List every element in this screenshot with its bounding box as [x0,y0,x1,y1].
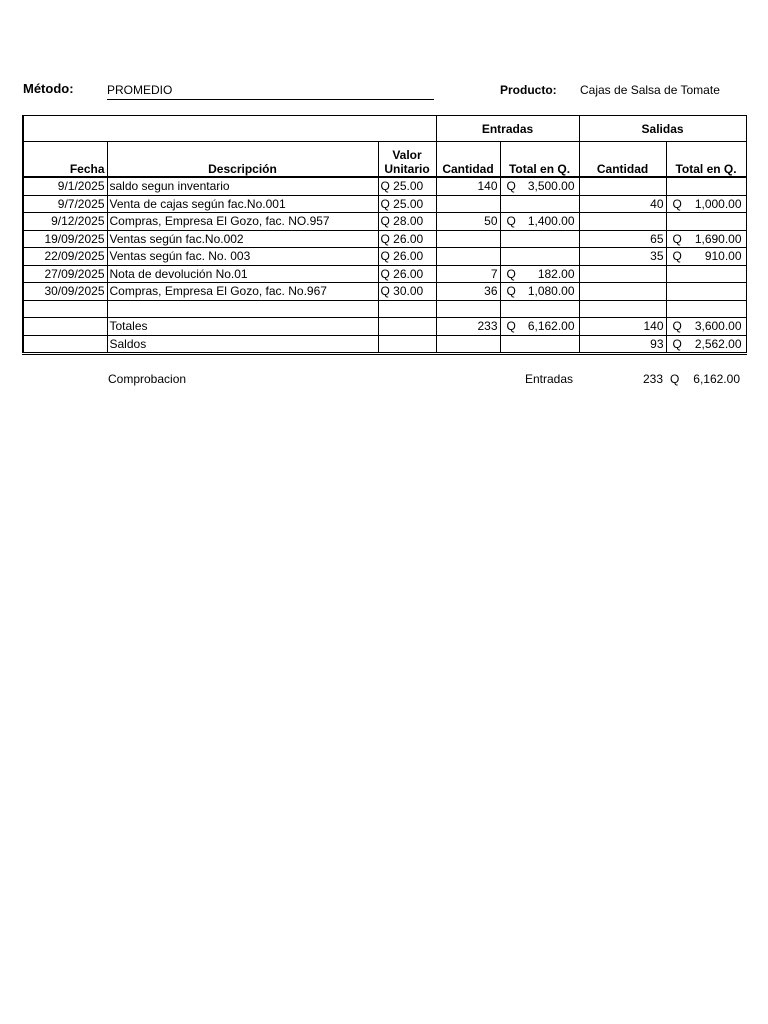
metodo-value: PROMEDIO [107,83,434,100]
row-entradas-total [500,230,579,248]
row-descripcion: Compras, Empresa El Gozo, fac. No.967 [107,283,378,301]
col-valor-unitario [378,142,436,178]
row-salidas-total [666,177,746,195]
column-header-row [23,142,746,178]
row-valor-unitario: Q 25.00 [378,177,436,195]
row-salidas-cantidad: 35 [579,248,666,266]
row-valor-unitario: Q 26.00 [378,248,436,266]
row-salidas-total: Q 1,000.00 [666,195,746,213]
group-header-blank [23,116,436,142]
totales-entradas-cantidad: 233 [436,318,500,336]
col-fecha: Fecha [23,142,107,178]
row-salidas-total [666,283,746,301]
producto-value: Cajas de Salsa de Tomate [580,83,720,97]
row-valor-unitario: Q 26.00 [378,265,436,283]
comprobacion-label: Comprobacion [108,372,187,386]
totales-salidas-total: Q 3,600.00 [666,318,746,336]
row-entradas-cantidad: 140 [436,177,500,195]
col-valor-line2: Unitario [384,162,430,176]
group-salidas: Salidas [579,116,746,142]
group-header-row [23,116,746,142]
row-valor-unitario: Q 30.00 [378,283,436,301]
row-salidas-cantidad: 65 [579,230,666,248]
row-valor-unitario: Q 25.00 [378,195,436,213]
saldos-row [23,335,746,354]
row-descripcion: Compras, Empresa El Gozo, fac. NO.957 [107,213,378,231]
comprobacion-q: Q [670,372,680,386]
row-entradas-cantidad: 7 [436,265,500,283]
row-fecha: 9/1/2025 [23,177,107,195]
table-row [23,213,746,231]
table-row [23,195,746,213]
row-entradas-cantidad [436,230,500,248]
table-row [23,283,746,301]
row-salidas-total: Q 1,690.00 [666,230,746,248]
row-entradas-total [500,195,579,213]
row-entradas-total: Q 1,080.00 [500,283,579,301]
row-fecha: 19/09/2025 [23,230,107,248]
table-row [23,177,746,195]
group-entradas: Entradas [436,116,579,142]
totales-row [23,318,746,336]
col-valor-line1: Valor [392,148,422,162]
table-row [23,265,746,283]
row-salidas-cantidad [579,177,666,195]
row-salidas-total [666,213,746,231]
row-entradas-total: Q 3,500.00 [500,177,579,195]
row-salidas-cantidad [579,213,666,231]
metodo-label: Método: [23,81,74,96]
row-fecha: 22/09/2025 [23,248,107,266]
row-descripcion: Ventas según fac.No.002 [107,230,378,248]
row-descripcion: Ventas según fac. No. 003 [107,248,378,266]
table-row [23,230,746,248]
row-entradas-total [500,248,579,266]
table-row [23,248,746,266]
row-entradas-cantidad: 50 [436,213,500,231]
row-entradas-cantidad [436,195,500,213]
row-entradas-cantidad: 36 [436,283,500,301]
row-salidas-cantidad [579,265,666,283]
ledger-rows [23,177,746,300]
row-entradas-cantidad [436,248,500,266]
row-descripcion: Venta de cajas según fac.No.001 [107,195,378,213]
col-descripcion: Descripción [107,142,378,178]
blank-row [23,300,746,318]
row-descripcion: saldo segun inventario [107,177,378,195]
totales-salidas-cantidad: 140 [579,318,666,336]
row-salidas-total [666,265,746,283]
saldos-salidas-cantidad: 93 [579,335,666,354]
saldos-salidas-total: Q 2,562.00 [666,335,746,354]
kardex-table [22,115,747,355]
row-descripcion: Nota de devolución No.01 [107,265,378,283]
row-valor-unitario: Q 28.00 [378,213,436,231]
saldos-label: Saldos [107,335,378,354]
col-salidas-total: Total en Q. [666,142,746,178]
col-entradas-total: Total en Q. [500,142,579,178]
totales-label: Totales [107,318,378,336]
row-fecha: 9/7/2025 [23,195,107,213]
comprobacion-total: 6,162.00 [693,372,740,386]
row-salidas-cantidad: 40 [579,195,666,213]
row-fecha: 9/12/2025 [23,213,107,231]
comprobacion-cantidad: 233 [642,372,663,386]
comprobacion-entradas-label: Entradas [525,372,574,386]
row-fecha: 27/09/2025 [23,265,107,283]
totales-entradas-total: Q 6,162.00 [500,318,579,336]
row-salidas-total: Q 910.00 [666,248,746,266]
row-valor-unitario: Q 26.00 [378,230,436,248]
producto-label: Producto: [500,83,557,97]
row-entradas-total: Q 1,400.00 [500,213,579,231]
row-entradas-total: Q 182.00 [500,265,579,283]
col-salidas-cantidad: Cantidad [579,142,666,178]
col-entradas-cantidad: Cantidad [436,142,500,178]
row-salidas-cantidad [579,283,666,301]
row-fecha: 30/09/2025 [23,283,107,301]
